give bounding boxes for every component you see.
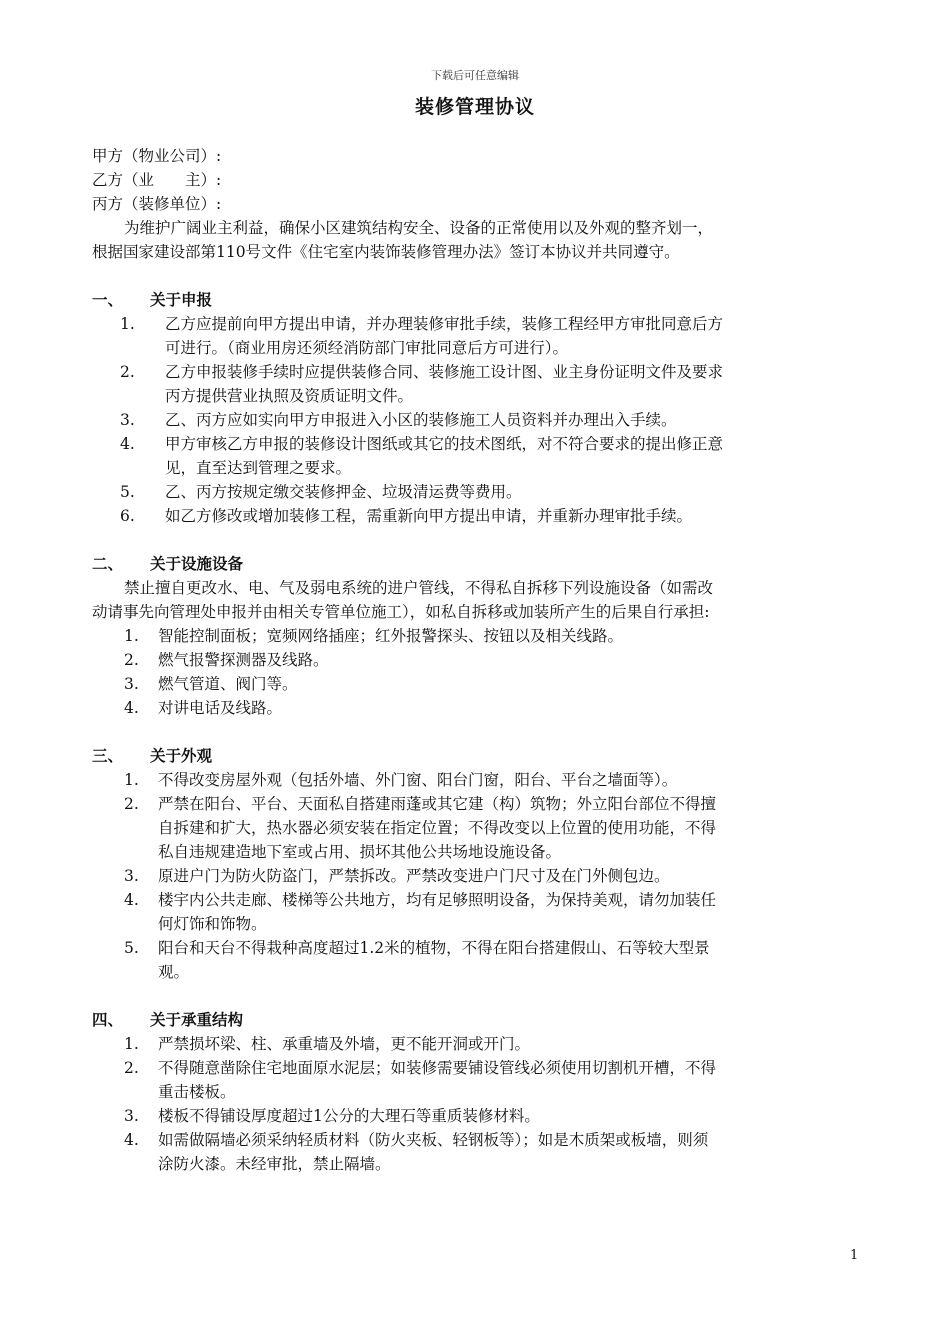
- list-item: [92, 768, 862, 792]
- list-item: [92, 480, 862, 504]
- list-item-number: 3.: [120, 411, 135, 429]
- list-item-number: 4.: [124, 1131, 139, 1149]
- list-item-text: [158, 1104, 862, 1128]
- list-item-line: 如乙方修改或增加装修工程，需重新向甲方提出申请，并重新办理审批手续。: [165, 507, 693, 525]
- section-title: 关于承重结构: [150, 1011, 244, 1029]
- section-intro-line: 禁止擅自更改水、电、气及弱电系统的进户管线，不得私自拆移下列设施设备（如需改: [124, 579, 714, 597]
- list-item-number: 1.: [124, 1035, 139, 1053]
- list-item-line: 严禁损坏梁、柱、承重墙及外墙，更不能开洞或开门。: [158, 1035, 531, 1053]
- list-item-line: 乙方申报装修手续时应提供装修合同、装修施工设计图、业主身份证明文件及要求: [165, 363, 724, 381]
- section-intro-line: 动请事先向管理处申报并由相关专管单位施工），如私自拆移或加装所产生的后果自行承担:: [92, 603, 710, 621]
- list-item-text: [158, 648, 862, 672]
- list-item-line: 楼板不得铺设厚度超过1公分的大理石等重质装修材料。: [158, 1107, 540, 1125]
- list-item-text: [165, 408, 862, 432]
- list-item-number: 4.: [124, 699, 139, 717]
- list-item-line: 乙方应提前向甲方提出申请，并办理装修审批手续，装修工程经甲方审批同意后方: [165, 315, 724, 333]
- document-body: [92, 144, 862, 1176]
- section-title: 关于申报: [150, 291, 213, 309]
- list-item-line: 燃气管道、阀门等。: [158, 675, 298, 693]
- list-item-text: [165, 432, 862, 480]
- section-heading: [92, 744, 862, 768]
- list-item-number: 2.: [124, 651, 139, 669]
- list-item: [92, 792, 862, 864]
- list-item: [92, 1032, 862, 1056]
- section-gap: [92, 264, 862, 288]
- list-item: [92, 648, 862, 672]
- list-item-number: 5.: [120, 483, 135, 501]
- list-item-text: [158, 1032, 862, 1056]
- list-item-text: [158, 1128, 862, 1176]
- list-item-number: 4.: [120, 435, 135, 453]
- list-item-line: 燃气报警探测器及线路。: [158, 651, 329, 669]
- list-item-number: 3.: [124, 1107, 139, 1125]
- list-item: [92, 888, 862, 936]
- list-item: [92, 408, 862, 432]
- list-item-line: 重击楼板。: [158, 1083, 236, 1101]
- section-title: 关于外观: [150, 747, 213, 765]
- list-item: [92, 672, 862, 696]
- list-item-text: [158, 1056, 862, 1104]
- section-number: 三、: [92, 747, 124, 765]
- list-item: [92, 360, 862, 408]
- list-item-line: 私自违规建造地下室或占用、损坏其他公共场地设施设备。: [158, 843, 562, 861]
- document-title: 装修管理协议: [414, 96, 535, 118]
- list-item: [92, 624, 862, 648]
- list-item-text: [158, 888, 862, 936]
- list-item-line: 阳台和天台不得栽种高度超过1.2米的植物，不得在阳台搭建假山、石等较大型景: [158, 939, 710, 957]
- list-item-text: [158, 696, 862, 720]
- list-item-text: [165, 480, 862, 504]
- section-heading: [92, 1008, 862, 1032]
- list-item-line: 不得改变房屋外观（包括外墙、外门窗、阳台门窗，阳台、平台之墙面等）。: [158, 771, 678, 789]
- list-item-number: 2.: [124, 1059, 139, 1077]
- list-item: [92, 936, 862, 984]
- list-item-text: [165, 504, 862, 528]
- list-item-line: 原进户门为防火防盗门，严禁拆改。严禁改变进户门尺寸及在门外侧包边。: [158, 867, 670, 885]
- section-title: 关于设施设备: [150, 555, 244, 573]
- list-item-line: 智能控制面板；宽频网络插座；红外报警探头、按钮以及相关线路。: [158, 627, 624, 645]
- section-gap: [92, 984, 862, 1008]
- list-item-number: 6.: [120, 507, 135, 525]
- list-item-number: 1.: [124, 627, 139, 645]
- list-item: [92, 432, 862, 480]
- section-number: 四、: [92, 1011, 124, 1029]
- list-item-text: [158, 672, 862, 696]
- list-item: [92, 1104, 862, 1128]
- list-item-line: 丙方提供营业执照及资质证明文件。: [165, 387, 414, 405]
- list-item-line: 如需做隔墙必须采纳轻质材料（防火夹板、轻钢板等）；如是木质架或板墙，则须: [158, 1131, 709, 1149]
- preamble-line: 根据国家建设部第110号文件《住宅室内装饰装修管理办法》签订本协议并共同遵守。: [92, 243, 680, 261]
- list-item-line: 乙、丙方应如实向甲方申报进入小区的装修施工人员资料并办理出入手续。: [165, 411, 677, 429]
- list-item: [92, 696, 862, 720]
- list-item-text: [158, 792, 862, 864]
- list-item-text: [158, 768, 862, 792]
- list-item-line: 对讲电话及线路。: [158, 699, 283, 717]
- list-item-line: 乙、丙方按规定缴交装修押金、垃圾清运费等费用。: [165, 483, 522, 501]
- list-item-line: 楼宇内公共走廊、楼梯等公共地方，均有足够照明设备，为保持美观，请勿加装任: [158, 891, 717, 909]
- list-item-line: 不得随意凿除住宅地面原水泥层；如装修需要铺设管线必须使用切割机开槽，不得: [158, 1059, 717, 1077]
- section-heading: [92, 288, 862, 312]
- list-item-line: 见，直至达到管理之要求。: [165, 459, 352, 477]
- list-item-number: 3.: [124, 675, 139, 693]
- list-item-line: 涂防火漆。未经审批，禁止隔墙。: [158, 1155, 391, 1173]
- party-line: 甲方（物业公司）:: [92, 147, 222, 165]
- page-number: 1: [850, 1248, 859, 1263]
- list-item: [92, 504, 862, 528]
- list-item: [92, 1128, 862, 1176]
- list-item-number: 2.: [124, 795, 139, 813]
- party-line: 乙方（业 主）:: [92, 171, 222, 189]
- party-line: 丙方（装修单位）:: [92, 195, 222, 213]
- list-item-number: 3.: [124, 867, 139, 885]
- list-item-text: [165, 360, 862, 408]
- list-item-line: 自拆建和扩大，热水器必须安装在指定位置；不得改变以上位置的使用功能，不得: [158, 819, 717, 837]
- list-item-line: 何灯饰和饰物。: [158, 915, 267, 933]
- section-number: 二、: [92, 555, 124, 573]
- list-item-number: 4.: [124, 891, 139, 909]
- list-item-number: 5.: [124, 939, 139, 957]
- list-item-number: 2.: [120, 363, 135, 381]
- section-heading: [92, 552, 862, 576]
- list-item-line: 甲方审核乙方申报的装修设计图纸或其它的技术图纸，对不符合要求的提出修正意: [165, 435, 724, 453]
- section-gap: [92, 720, 862, 744]
- list-item-line: 严禁在阳台、平台、天面私自搭建雨蓬或其它建（构）筑物；外立阳台部位不得擅: [158, 795, 717, 813]
- list-item-number: 1.: [120, 315, 135, 333]
- list-item: [92, 1056, 862, 1104]
- list-item: [92, 864, 862, 888]
- header-note: 下载后可任意编辑: [431, 69, 519, 82]
- list-item-line: 观。: [158, 963, 190, 981]
- section-number: 一、: [92, 291, 124, 309]
- preamble-line: 为维护广阔业主利益，确保小区建筑结构安全、设备的正常使用以及外观的整齐划一，: [124, 219, 714, 237]
- list-item-text: [165, 312, 862, 360]
- list-item-number: 1.: [124, 771, 139, 789]
- list-item-line: 可进行。（商业用房还须经消防部门审批同意后方可进行）。: [165, 339, 569, 357]
- list-item-text: [158, 864, 862, 888]
- section-gap: [92, 528, 862, 552]
- list-item-text: [158, 624, 862, 648]
- list-item: [92, 312, 862, 360]
- list-item-text: [158, 936, 862, 984]
